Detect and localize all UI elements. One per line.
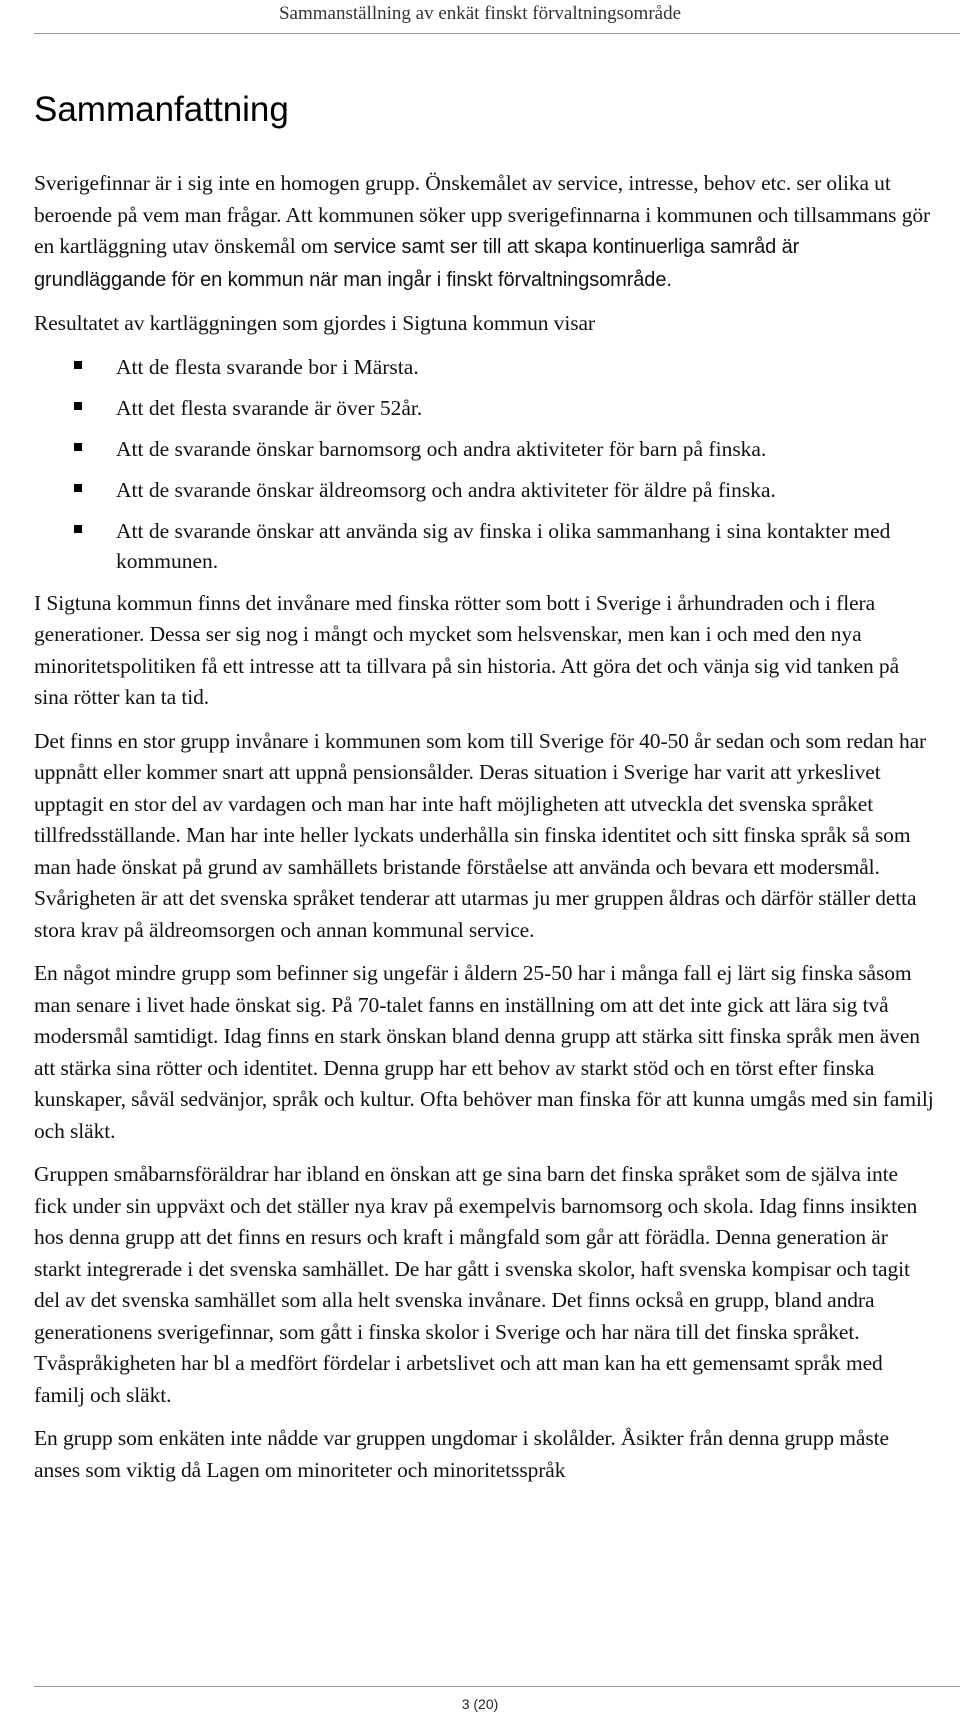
section-title: Sammanfattning <box>34 90 289 129</box>
findings-list <box>34 352 934 576</box>
page-content <box>34 80 934 1498</box>
square-bullet-icon <box>74 402 82 410</box>
header-divider <box>34 33 960 34</box>
intro-serif-text: Sverigefinnar är i sig inte en homogen grupp. Önskemålet av service, intresse, behov etc. ser olika ut beroende på vem man frågar. Att kommunen söker upp sverigefinnarna i kommunen och tillsammans gör en kartläggning utav önskemål om <box>34 171 931 258</box>
body-paragraph: En något mindre grupp som befinner sig ungefär i åldern 25-50 har i många fall ej lärt sig finska såsom man senare i livet hade önskat sig. På 70-talet fanns en inställning om att det inte gick att lära sig två modersmål samtidigt. Idag finns en stark önskan bland denna grupp att stärka sitt finska språk men även att stärka sina rötter och identitet. Denna grupp har ett behov av starkt stöd och en törst efter finska kunskaper, såväl sedvänjor, språk och kultur. Ofta behöver man finska för att kunna umgås med sin familj och släkt. <box>34 961 934 1143</box>
list-item <box>34 352 934 382</box>
list-item-text: Att de flesta svarande bor i Märsta. <box>116 354 419 379</box>
list-item <box>34 475 934 505</box>
list-item-text: Att det flesta svarande är över 52år. <box>116 395 423 420</box>
list-item-text: Att de svarande önskar att använda sig av finska i olika sammanhang i sina kontakter med kommunen. <box>116 518 891 573</box>
list-item-text: Att de svarande önskar äldreomsorg och andra aktiviteter för äldre på finska. <box>116 477 776 502</box>
footer-divider <box>34 1686 960 1687</box>
body-paragraph: I Sigtuna kommun finns det invånare med finska rötter som bott i Sverige i århundraden och i flera generationer. Dessa ser sig nog i mångt och mycket som helsvenskar, men kan i och med den nya minoritetspolitiken få ett intresse att ta tillvara på sin historia. Att göra det och vänja sig vid tanken på sina rötter kan ta tid. <box>34 590 900 709</box>
body-paragraph: Gruppen småbarnsföräldrar har ibland en önskan att ge sina barn det finska språket som de själva inte fick under sin uppväxt och det ställer nya krav på exempelvis barnomsorg och skola. Idag finns insikten hos denna grupp att det finns en resurs och kraft i mångfald som går att förädla. Denna generation är starkt integrerade i det svenska samhället. De har gått i svenska skolor, haft svenska kompisar och tagit del av det svenska samhället som alla helt svenska invånare. Det finns också en grupp, bland andra generationens sverigefinnar, som gått i finska skolor i Sverige och har nära till det finska språket. Tvåspråkigheten har bl a medfört fördelar i arbetslivet och att man kan ha ett gemensamt språk med familj och släkt. <box>34 1162 918 1407</box>
body-paragraph: En grupp som enkäten inte nådde var gruppen ungdomar i skolålder. Åsikter från denna grupp måste anses som viktig då Lagen om minoriteter och minoritetsspråk <box>34 1426 889 1482</box>
body-paragraph: Det finns en stor grupp invånare i kommunen som kom till Sverige för 40-50 år sedan och som redan har uppnått eller kommer snart att uppnå pensionsålder. Deras situation i Sverige har varit att yrkeslivet upptagit en stor del av vardagen och man har inte haft möjligheten att utveckla det svenska språket tillfredsställande. Man har inte heller lyckats underhålla sin finska identitet och sitt finska språk så som man hade önskat på grund av samhällets bristande förståelse att använda och bevara ett modersmål. Svårigheten är att det svenska språket tenderar att utarmas ju mer gruppen åldras och därför ställer detta stora krav på äldreomsorgen och annan kommunal service. <box>34 728 927 942</box>
square-bullet-icon <box>74 484 82 492</box>
results-intro: Resultatet av kartläggningen som gjordes i Sigtuna kommun visar <box>34 311 595 335</box>
intro-paragraph <box>34 168 934 296</box>
square-bullet-icon <box>74 525 82 533</box>
list-item-text: Att de svarande önskar barnomsorg och andra aktiviteter för barn på finska. <box>116 436 767 461</box>
intro-sans-text: service samt ser till att skapa kontinuerliga samråd är grundläggande för en kommun när man ingår i finskt förvaltningsområde. <box>34 236 800 291</box>
running-header: Sammanställning av enkät finskt förvaltningsområde <box>278 3 682 24</box>
square-bullet-icon <box>74 361 82 369</box>
page-number: 3 (20) <box>461 1696 499 1712</box>
list-item <box>34 393 934 423</box>
square-bullet-icon <box>74 443 82 451</box>
list-item <box>34 434 934 464</box>
list-item <box>34 516 934 576</box>
